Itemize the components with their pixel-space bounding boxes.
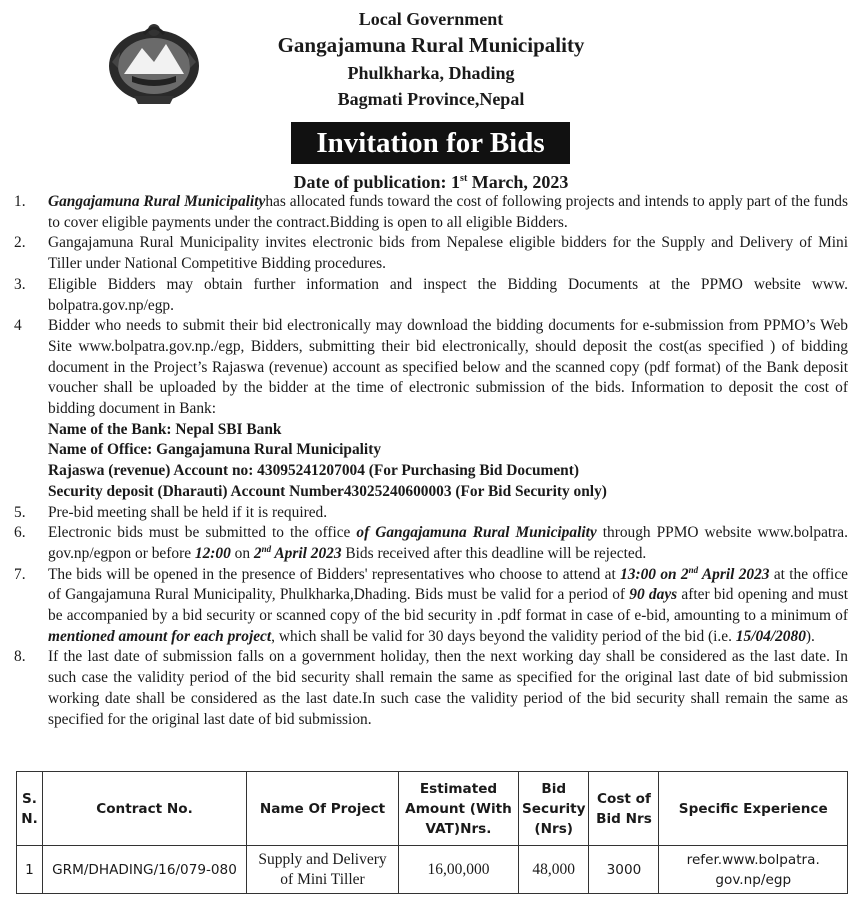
header-specific-experience: Specific Experience	[659, 772, 848, 846]
publication-date	[0, 172, 862, 193]
clause-1-text: has allocated funds toward the cost of following projects and intends to apply part of the funds to cover eligible payments under the contract.Bidding is open to all eligible Bidders.	[48, 193, 848, 231]
header-location: Phulkharka, Dhading	[347, 63, 515, 83]
clause-number: 2.	[14, 234, 26, 252]
cell-contract-no: GRM/DHADING/16/079-080	[43, 846, 247, 894]
clause-6	[14, 523, 848, 564]
clause-7-text: at the office of Gangajamuna Rural Municipality, Phulkharka,Dhading. Bids must be valid for a period of	[48, 565, 848, 604]
document-header	[0, 6, 862, 108]
clause-7	[14, 565, 848, 648]
clause-text	[48, 316, 848, 502]
clause-text	[48, 523, 848, 564]
clause-6-office: of Gangajamuna Rural Municipality	[356, 524, 597, 542]
header-municipality-name: Gangajamuna Rural Municipality	[277, 33, 585, 57]
publication-date-rest: March, 2023	[467, 172, 569, 192]
clause-4-text: Bidder who needs to submit their bid electronically may download the bidding documents for e-submission from PPMO’s Web Site www.bolpatra.gov.np./egp, Bidders, submitting their bid electronically, should deposit the cost(as specified ) of bidding document in the Project’s Rajaswa (revenue) account as specified below and the scanned copy (pdf format) of the Bank deposit voucher shall be uploaded by the bidder at the time of electronic submission of the bids. Information to deposit the cost of bidding document in Bank:	[48, 317, 848, 418]
cell-sn: 1	[17, 846, 43, 894]
security-deposit-account: Security deposit (Dharauti) Account Number43025240600003 (For Bid Security only)	[48, 482, 607, 500]
clause-text: Pre-bid meeting shall be held if it is required.	[48, 503, 328, 521]
submission-day: 2	[253, 544, 262, 562]
opening-day-sup: nd	[688, 564, 699, 575]
bid-clauses	[14, 192, 848, 730]
notice-title: Invitation for Bids	[291, 122, 570, 164]
clause-7-text: after bid opening and must be accompanied by a bid security or scanned copy of the bid security in .pdf format in case of e-bid, amounting to a minimum of	[48, 586, 848, 625]
header-project-name: Name Of Project	[247, 772, 399, 846]
clause-4	[14, 316, 848, 502]
cell-specific-experience: refer.www.bolpatra. gov.np/egp	[659, 846, 848, 894]
validity-period: 90 days	[629, 586, 678, 604]
opening-month: April 2023	[698, 565, 770, 583]
header-bid-cost: Cost of Bid Nrs	[589, 772, 659, 846]
clause-number: 6.	[14, 524, 26, 542]
clause-number: 3.	[14, 275, 26, 293]
clause-number: 4	[14, 317, 22, 335]
clause-6-text: Bids received after this deadline will be rejected.	[341, 544, 647, 562]
clause-number: 8.	[14, 648, 26, 666]
clause-number: 1.	[14, 193, 26, 210]
clause-number: 5.	[14, 503, 26, 521]
clause-number: 7.	[14, 565, 26, 583]
publication-date-sup: st	[460, 173, 468, 184]
cell-project-name: Supply and Delivery of Mini Tiller	[247, 846, 399, 894]
submission-time: 12:00	[194, 544, 231, 562]
clause-text: Gangajamuna Rural Municipality invites electronic bids from Nepalese eligible bidders for the Supply and Delivery of Mini Tiller under National Competitive Bidding procedures.	[48, 234, 848, 273]
header-contract-no: Contract No.	[43, 772, 247, 846]
clause-3	[14, 275, 848, 316]
header-bid-security: Bid Security (Nrs)	[519, 772, 589, 846]
office-name: Name of Office: Gangajamuna Rural Municipality	[48, 441, 382, 459]
header-province: Bagmati Province,Nepal	[337, 89, 525, 109]
security-amount-note: mentioned amount for each project	[48, 627, 272, 645]
clause-text	[48, 192, 848, 233]
bid-table	[16, 771, 848, 894]
clause-1-name: Gangajamuna Rural Municipality	[48, 193, 266, 210]
validity-date: 15/04/2080	[735, 627, 806, 645]
clause-6-text: on	[230, 544, 254, 562]
clause-text	[48, 565, 848, 648]
submission-day-sup: nd	[261, 543, 272, 554]
clause-2	[14, 233, 848, 274]
opening-time: 13:00 on 2	[620, 565, 689, 583]
cell-bid-security: 48,000	[519, 846, 589, 894]
clause-7-text: ).	[805, 627, 815, 645]
bank-name: Name of the Bank: Nepal SBI Bank	[48, 420, 282, 438]
publication-date-label: Date of publication: 1	[293, 172, 461, 192]
clause-6-text: through PPMO website www.bolpatra. gov.np/egpon or before	[48, 524, 848, 562]
header-local-government: Local Government	[358, 9, 504, 29]
header-sn: S. N.	[17, 772, 43, 846]
clause-5	[14, 503, 848, 524]
clause-8	[14, 647, 848, 730]
submission-month: April 2023	[271, 544, 342, 562]
clause-7-text: , which shall be valid for 30 days beyond the validity period of the bid (i.e.	[271, 627, 736, 645]
cell-estimated-amount: 16,00,000	[399, 846, 519, 894]
cell-bid-cost: 3000	[589, 846, 659, 894]
table-row	[17, 846, 848, 894]
clause-7-text: The bids will be opened in the presence of Bidders' representatives who choose to attend at	[48, 565, 621, 583]
clause-6-text: Electronic bids must be submitted to the office	[48, 524, 357, 542]
clause-text: Eligible Bidders may obtain further information and inspect the Bidding Documents at the PPMO website www. bolpatra.gov.np/egp.	[48, 275, 848, 314]
clause-1	[14, 192, 848, 233]
clause-text: If the last date of submission falls on a government holiday, then the next working day shall be considered as the last date. In such case the validity period of the bid security shall remain the same as specified for the original last date of bid submission working date shall be considered as the last date.In such case the validity period of the bid security shall remain the same as specified for the original last date of bid submission.	[48, 648, 848, 728]
rajaswa-account: Rajaswa (revenue) Account no: 43095241207004 (For Purchasing Bid Document)	[48, 462, 579, 480]
header-estimated-amount: Estimated Amount (With VAT)Nrs.	[399, 772, 519, 846]
table-header-row	[17, 772, 848, 846]
